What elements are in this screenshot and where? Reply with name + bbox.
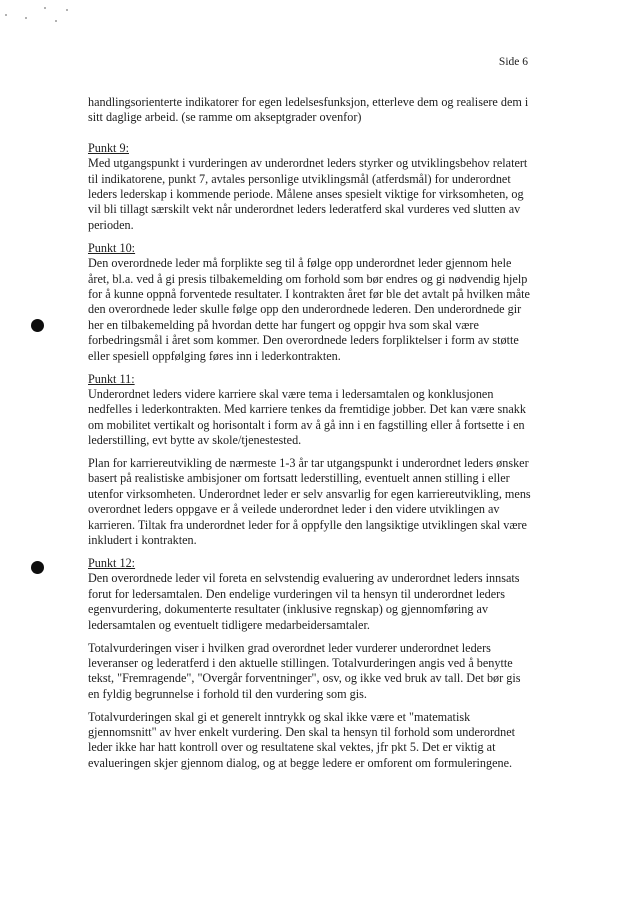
text-line: tekst, "Fremragende", "Overgår forventninger", osv, og ikke ved bruk av tall. Det bør gis <box>88 671 521 686</box>
text-line: nedfelles i lederkontrakten. Med karriere tenkes da fremtidige jobber. Det kan være snakk <box>88 402 526 417</box>
scan-speck <box>55 20 57 22</box>
punch-hole <box>31 561 44 574</box>
scan-speck <box>66 9 68 11</box>
text-line: for å kunne oppnå forventede resultater. I kontrakten året før ble det avtalt på hvilken måte <box>88 286 530 301</box>
paragraph-total-impression <box>88 710 558 772</box>
section-punkt-11 <box>88 372 558 449</box>
scan-speck <box>5 14 7 16</box>
text-line: en fyldig begrunnelse i forhold til den vurdering som gis. <box>88 686 367 701</box>
page-number: Side 6 <box>498 56 528 68</box>
text-line: året, bl.a. ved å gi presis tilbakemelding om forhold som bør endres og gi nødvendig hjelp <box>88 271 528 286</box>
text-line: overordnet leders oppgave er å veilede underordnet leder i den videre utviklingen av <box>88 502 500 517</box>
text-line: evalueringen skjer gjennom dialog, og at begge ledere er omforent om formuleringene. <box>88 755 513 770</box>
section-heading: Punkt 10: <box>88 240 136 255</box>
section-punkt-9 <box>88 141 558 233</box>
section-punkt-10 <box>88 241 558 364</box>
text-line: Den overordnede leder vil foreta en selvstendig evaluering av underordnet leders innsats <box>88 571 520 586</box>
text-line: egenvurdering, dokumenterte resultater (inklusive regnskap) og gjennomføring av <box>88 602 489 617</box>
text-line: handlingsorienterte indikatorer for egen ledelsesfunksjon, etterleve dem og realisere dem i <box>88 95 529 109</box>
text-line: sitt daglige arbeid. (se ramme om akseptgrader ovenfor) <box>88 110 362 125</box>
text-line: forut for ledersamtalen. Den endelige vurderingen vil ta hensyn til underordnet leders <box>88 586 505 601</box>
document-body <box>88 95 558 779</box>
text-line: perioden. <box>88 217 134 232</box>
text-line: eller spesiell oppfølging føres inn i lederkontrakten. <box>88 348 341 363</box>
punch-hole <box>31 319 44 332</box>
text-line: gjennomsnitt" av hver enkelt vurdering. Den skal ta hensyn til forhold som underordnet <box>88 725 516 740</box>
text-line: leder ikke har hatt kontroll over og resultatene skal vektes, jfr pkt 5. Det er viktig at <box>88 740 496 755</box>
paragraph-career-plan <box>88 456 558 548</box>
text-line: inkludert i kontrakten. <box>88 533 197 548</box>
text-line: utenfor virksomheten. Underordnet leder er selv ansvarlig for egen karriereutvikling, mens <box>88 486 531 501</box>
section-heading: Punkt 9: <box>88 140 129 155</box>
text-line: Totalvurderingen skal gi et generelt inntrykk og skal ikke være et "matematisk <box>88 709 471 724</box>
scan-speck <box>44 7 46 9</box>
text-line: karrieren. Tiltak fra underordnet leder for å oppfylle den langsiktige utviklingen skal være <box>88 517 527 532</box>
text-line: lederstilling, evt bytte av skole/tjenestested. <box>88 433 302 448</box>
text-line: om mobilitet vertikalt og horisontalt i form av å gå inn i en fagstilling eller å fortsette i en <box>88 417 525 432</box>
text-line: den overordnede leder skulle følge opp den underordnede lederen. Den underordnede gir <box>88 302 522 317</box>
text-line: Underordnet leders videre karriere skal være tema i ledersamtalen og konklusjonen <box>88 386 494 401</box>
text-line: Med utgangspunkt i vurderingen av underordnet leders styrker og utviklingsbehov relatert <box>88 156 528 171</box>
text-line: vil bli tillagt særskilt vekt når underordnet leders lederatferd skal vurderes ved slutten av <box>88 202 521 217</box>
text-line: leveranser og lederatferd i den aktuelle stillingen. Totalvurderingen angis ved å benytte <box>88 655 513 670</box>
text-line: leders lederskap i kommende periode. Målene anses spesielt viktige for virksomheten, og <box>88 187 524 202</box>
section-heading: Punkt 12: <box>88 555 136 570</box>
text-line: ledersamtalen og eventuelt tidligere medarbeidersamtaler. <box>88 617 370 632</box>
text-line: her en tilbakemelding på hvordan dette har fungert og oppgir hva som skal være <box>88 317 479 332</box>
paragraph-total-assessment <box>88 641 558 703</box>
section-heading: Punkt 11: <box>88 371 135 386</box>
intro-paragraph <box>88 95 558 126</box>
section-punkt-12 <box>88 556 558 633</box>
text-line: til indikatorene, punkt 7, avtales personlige utviklingsmål (atferdsmål) for underordnet <box>88 171 511 186</box>
text-line: Plan for karriereutvikling de nærmeste 1-3 år tar utgangspunkt i underordnet leders ønsker <box>88 456 529 471</box>
scan-speck <box>25 17 27 19</box>
text-line: basert på realistiske ambisjoner om fortsatt lederstilling, eventuelt annen stilling i eller <box>88 471 510 486</box>
text-line: Den overordnede leder må forplikte seg til å følge opp underordnet leder gjennom hele <box>88 256 512 271</box>
text-line: Totalvurderingen viser i hvilken grad overordnet leder vurderer underordnet leders <box>88 640 491 655</box>
text-line: forbedringsmål i året som kommer. Den overordnede leders forpliktelser i form av støtte <box>88 333 519 348</box>
